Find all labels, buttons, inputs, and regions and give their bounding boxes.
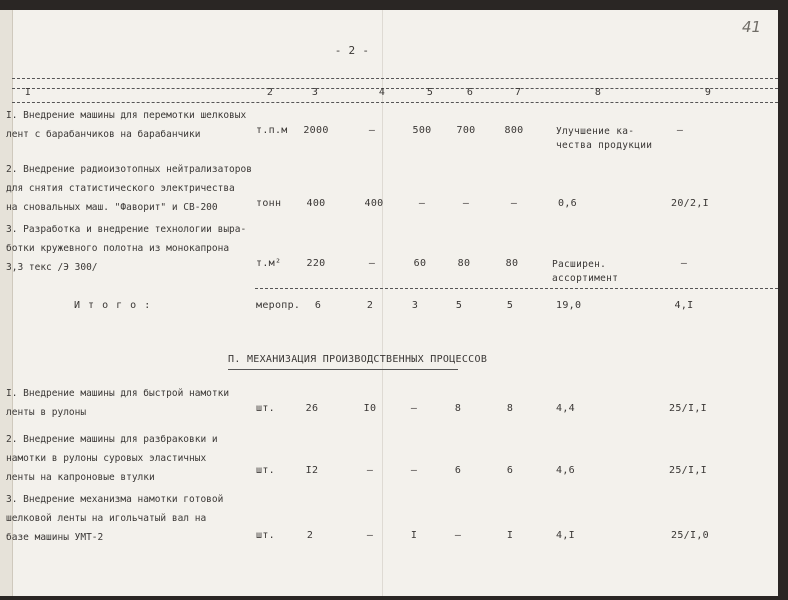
section2-row-2-col5: – — [410, 465, 418, 476]
row-2-col8: 0,6 — [558, 198, 577, 209]
header-rule-top-2 — [12, 88, 778, 89]
section-title-underline — [228, 369, 458, 370]
row-3-col8: Расширен. ассортимент — [552, 259, 619, 284]
col-header-4: 4 — [378, 87, 386, 98]
row-1-unit: т.п.м — [256, 125, 288, 136]
row-3-col7: 80 — [505, 258, 519, 269]
section2-row-2-col6: 6 — [454, 465, 462, 476]
section2-row-1-col9: 25/I,I — [669, 403, 707, 414]
row-3-col5: 60 — [413, 258, 427, 269]
section2-row-1-col5: – — [410, 403, 418, 414]
row-3-col6: 80 — [457, 258, 471, 269]
document-page — [0, 10, 778, 596]
row-3-col3: 220 — [306, 258, 326, 269]
total-col7: 5 — [506, 300, 514, 311]
row-1-col9: – — [676, 125, 684, 136]
row-1-description: I. Внедрение машины для перемотки шелковых лент с барабанчиков на барабанчики — [6, 110, 247, 140]
row-2-col6: – — [462, 198, 470, 209]
row-1-col6: 700 — [456, 125, 476, 136]
section2-row-3-col5: I — [410, 530, 418, 541]
row-1-col7: 800 — [504, 125, 524, 136]
section2-row-1-col8: 4,4 — [556, 403, 575, 414]
row-1-col4: – — [368, 125, 376, 136]
section2-row-3-col9: 25/I,0 — [671, 530, 709, 541]
total-rule — [255, 288, 778, 289]
row-2-unit: тонн — [256, 198, 282, 209]
section2-row-1-col7: 8 — [506, 403, 514, 414]
total-col5: 3 — [411, 300, 419, 311]
folio-number: 41 — [742, 18, 762, 36]
section2-row-2-col7: 6 — [506, 465, 514, 476]
row-3-unit: т.м² — [256, 258, 282, 269]
section2-row-3-col3: 2 — [306, 530, 314, 541]
col-header-3: 3 — [311, 87, 319, 98]
col-header-9: 9 — [704, 87, 712, 98]
section2-row-3-col4: – — [366, 530, 374, 541]
section2-row-2-col3: I2 — [305, 465, 319, 476]
section2-row-2-col8: 4,6 — [556, 465, 575, 476]
row-2-col5: – — [418, 198, 426, 209]
total-col3: 6 — [314, 300, 322, 311]
section2-row-2-col9: 25/I,I — [669, 465, 707, 476]
row-2-col9: 20/2,I — [671, 198, 709, 209]
row-3-col9: – — [680, 258, 688, 269]
total-label: И т о г о : — [74, 300, 152, 311]
row-2-col7: – — [510, 198, 518, 209]
row-3-description: 3. Разработка и внедрение технологии выра- ботки кружевного полотна из монокапрона 3,3 текс /Э 300/ — [6, 224, 247, 273]
section2-row-1-col3: 26 — [305, 403, 319, 414]
section2-row-3-col6: – — [454, 530, 462, 541]
total-col9: 4,I — [674, 300, 694, 311]
header-rule-bottom — [12, 102, 778, 103]
section-title: П. МЕХАНИЗАЦИЯ ПРОИЗВОДСТВЕННЫХ ПРОЦЕССОВ — [228, 354, 488, 365]
section2-row-1-col4: I0 — [363, 403, 377, 414]
total-col6: 5 — [455, 300, 463, 311]
section2-row-1-col6: 8 — [454, 403, 462, 414]
row-2-description: 2. Внедрение радиоизотопных нейтрализаторов для снятия статистического электричества на сновальных маш. "Фаворит" и СВ-200 — [6, 164, 252, 213]
row-2-col4: 400 — [364, 198, 384, 209]
col-header-1: I — [24, 87, 32, 98]
total-col4: 2 — [366, 300, 374, 311]
row-3-col4: – — [368, 258, 376, 269]
section2-row-2-description: 2. Внедрение машины для разбраковки и намотки в рулоны суровых эластичных ленты на капроновые втулки — [6, 434, 218, 483]
row-2-col3: 400 — [306, 198, 326, 209]
section2-row-3-col7: I — [506, 530, 514, 541]
page-number: - 2 - — [334, 44, 370, 57]
col-header-8: 8 — [594, 87, 602, 98]
col-header-5: 5 — [426, 87, 434, 98]
total-unit: меропр. — [256, 300, 301, 311]
col-header-6: 6 — [466, 87, 474, 98]
row-1-col3: 2000 — [303, 125, 329, 136]
section2-row-3-unit: шт. — [256, 530, 275, 541]
col-header-2: 2 — [266, 87, 274, 98]
section2-row-3-col8: 4,I — [556, 530, 575, 541]
col-header-7: 7 — [514, 87, 522, 98]
section2-row-2-col4: – — [366, 465, 374, 476]
section2-row-1-unit: шт. — [256, 403, 275, 414]
row-1-col8: Улучшение ка- чества продукции — [556, 126, 653, 151]
total-col8: 19,0 — [556, 300, 582, 311]
section2-row-1-description: I. Внедрение машины для быстрой намотки ленты в рулоны — [6, 388, 230, 418]
row-1-col5: 500 — [412, 125, 432, 136]
header-rule-top — [12, 78, 778, 79]
section2-row-2-unit: шт. — [256, 465, 275, 476]
section2-row-3-description: 3. Внедрение механизма намотки готовой шелковой ленты на игольчатый вал на базе машины УМТ-2 — [6, 494, 224, 543]
